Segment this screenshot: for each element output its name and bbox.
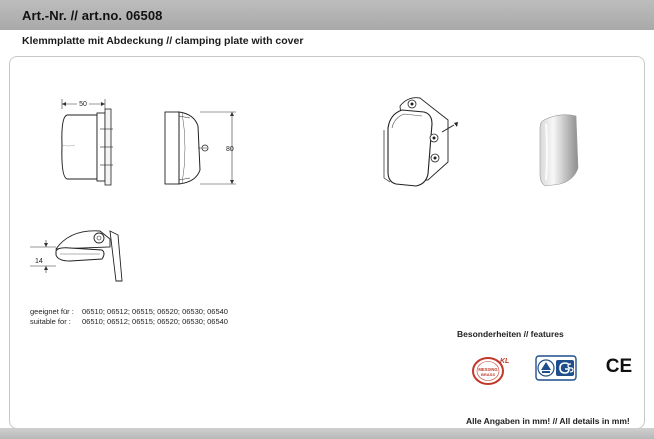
badge-kl-text: KL (500, 358, 510, 365)
bottom-band (0, 428, 654, 439)
product-subtitle: Klemmplatte mit Abdeckung // clamping plate with cover (22, 35, 304, 47)
perspective-view-drawing (378, 92, 468, 192)
details-note: Alle Angaben in mm! // All details in mm! (466, 416, 630, 426)
features-title: Besonderheiten // features (457, 329, 564, 339)
side-view-drawing (55, 95, 130, 190)
depth-dimension-label: 14 (35, 258, 43, 265)
front-view-drawing (160, 106, 245, 191)
height-dimension-label: 80 (226, 146, 234, 153)
width-dimension-label: 50 (79, 101, 87, 108)
suitable-label: geeignet für : (30, 307, 74, 316)
suitable-for-list (30, 307, 228, 327)
article-number-title: Art.-Nr. // art.no. 06508 (22, 8, 163, 23)
top-view-drawing (30, 225, 130, 285)
suitable-row-en (30, 317, 228, 327)
gs-certification-badge-icon (535, 355, 577, 381)
suitable-values: 06510; 06512; 06515; 06520; 06530; 06540 (82, 307, 228, 316)
suitable-label: suitable for : (30, 317, 71, 326)
product-photo (532, 108, 582, 193)
badge-brass-main-text: MESSING (478, 367, 498, 372)
ce-mark-icon (604, 353, 634, 377)
ce-mark-text: CE (605, 356, 633, 377)
suitable-values: 06510; 06512; 06515; 06520; 06530; 06540 (82, 317, 228, 326)
suitable-row-de (30, 307, 228, 317)
badge-brass-sub-text: BRASS (480, 372, 496, 377)
messing-brass-kl-badge-icon (470, 354, 516, 386)
